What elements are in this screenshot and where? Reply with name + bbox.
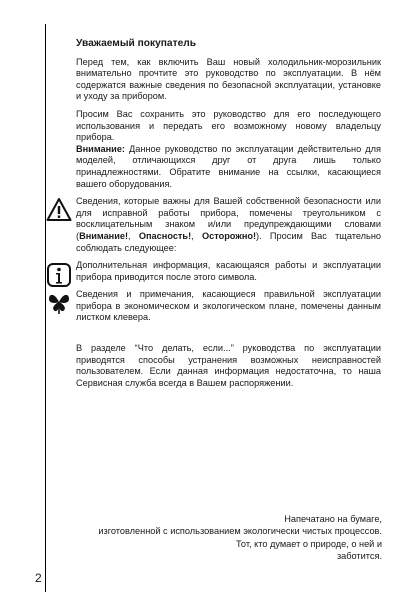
keep-manual-paragraph: Просим Вас сохранить это руководство для его последующего использования и передать его возможному новому владельцу прибора. <box>76 108 381 143</box>
page-number: 2 <box>35 571 42 585</box>
info-icon <box>46 262 72 288</box>
safety-text: Сведения, которые важны для Вашей собственной безопасности или для исправной работы прибора, помечены треугольником с восклицательным знаком и/или предупреждающими словами ( <box>76 196 381 241</box>
footer-line: Напечатано на бумаге, <box>284 514 382 524</box>
separator: , <box>191 230 202 241</box>
warning-triangle-icon <box>46 197 72 223</box>
attention-paragraph <box>76 144 381 190</box>
troubleshooting-paragraph: В разделе “Что делать, если...” руководства по эксплуатации приводятся способы устранения возможных неисправностей пользователем. Если данная информация недостаточна, то наша Сервисная служба всегда в Вашем распоряжении. <box>76 343 381 388</box>
safety-paragraph <box>76 196 381 254</box>
warning-word-danger: Опасность! <box>138 230 192 241</box>
page-title: Уважаемый покупатель <box>76 38 196 49</box>
warning-word-attention: Внимание! <box>79 230 129 241</box>
attention-text: Данное руководство по эксплуатации действительно для моделей, отличающихся друг от друга лишь только принадлежностями. Обратите внимание на ссылки, касающиеся вашего оборудования. <box>76 143 381 189</box>
footer-line: Тот, кто думает о природе, о ней и <box>236 538 382 549</box>
safety-text-end: ). Просим Вас тщательно соблюдать следующее: <box>76 230 382 253</box>
footer-note <box>62 513 382 563</box>
warning-word-caution: Осторожно! <box>201 230 257 241</box>
separator: , <box>128 230 139 241</box>
info-paragraph: Дополнительная информация, касающаяся работы и эксплуатации прибора приводится после этого символа. <box>76 260 381 282</box>
footer-line: изготовленной с использованием экологически чистых процессов. <box>98 526 382 537</box>
page-content <box>76 38 381 389</box>
footer-line: заботится. <box>336 551 382 562</box>
intro-paragraph: Перед тем, как включить Ваш новый холодильник-морозильник внимательно прочтите это руководство по эксплуатации. В нём содержатся важные сведения по безопасной эксплуатации, установке и уходу за прибором. <box>76 56 381 102</box>
clover-leaf-icon <box>46 289 72 315</box>
ecology-paragraph: Сведения и примечания, касающиеся правильной эксплуатации прибора в экономическом и экологическом плане, помечены данным листком клевера. <box>76 289 381 323</box>
attention-label: Внимание: <box>76 143 125 154</box>
